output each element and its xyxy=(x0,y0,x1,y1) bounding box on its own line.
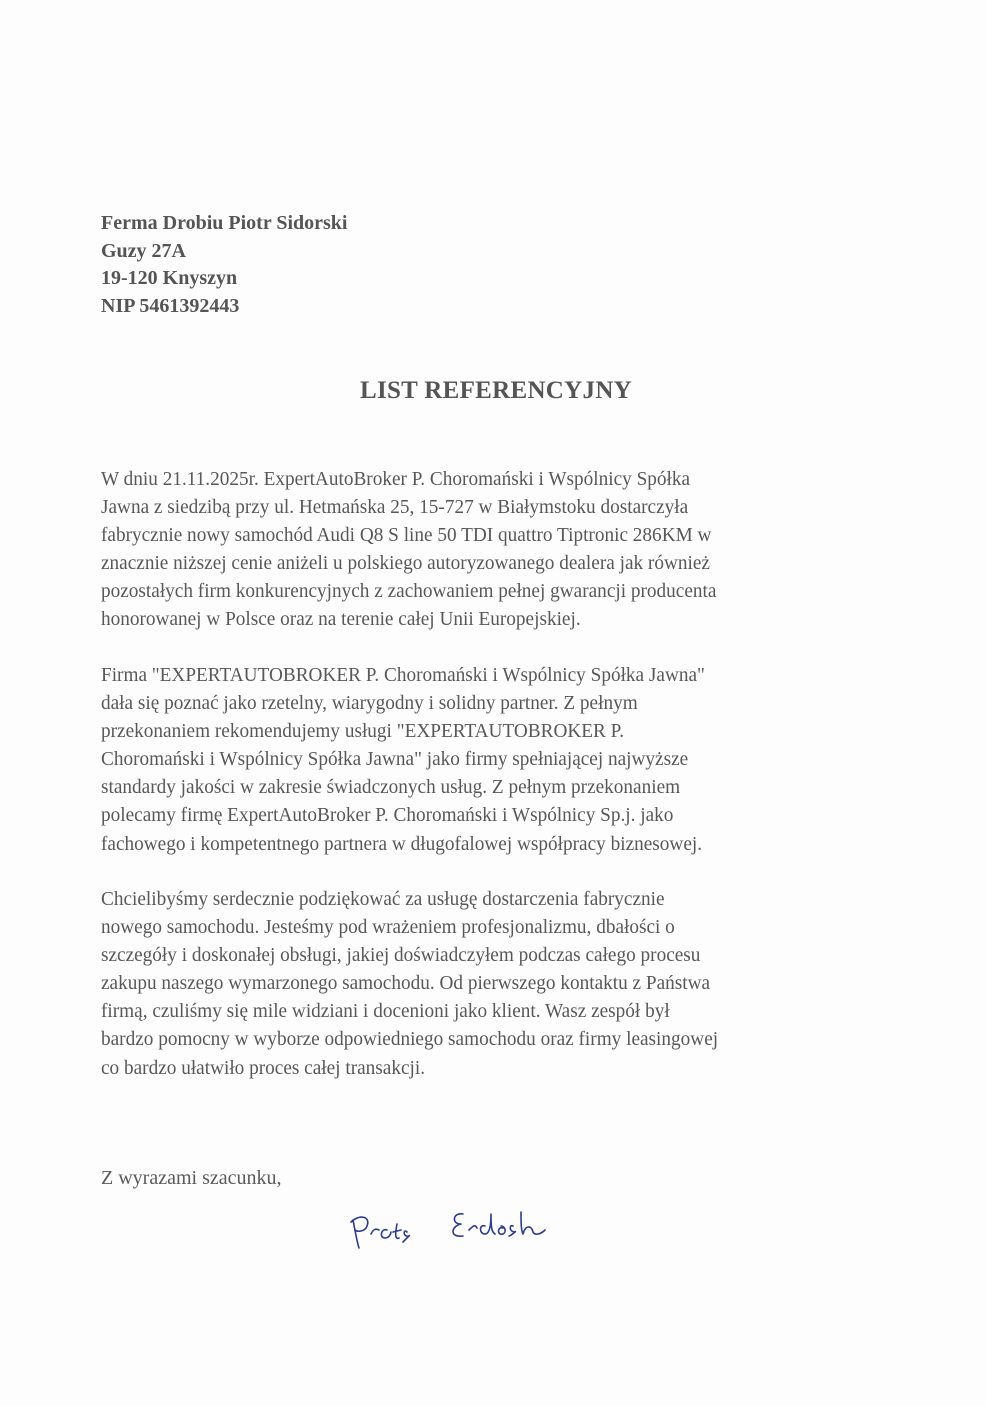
paragraph-line: W dniu 21.11.2025r. ExpertAutoBroker P. Choromański i Wspólnicy Spółka xyxy=(101,469,691,490)
paragraph-line: fachowego i kompetentnego partnera w długofalowej współpracy biznesowej. xyxy=(101,833,703,855)
paragraph-line: bardzo pomocny w wyborze odpowiedniego samochodu oraz firmy leasingowej xyxy=(101,1029,719,1051)
paragraph-line: zakupu naszego wymarzonego samochodu. Od pierwszego kontaktu z Państwa xyxy=(101,973,711,995)
closing-salutation: Z wyrazami szacunku, xyxy=(101,1167,282,1189)
sender-company-name: Ferma Drobiu Piotr Sidorski xyxy=(101,212,348,234)
paragraph-line: dała się poznać jako rzetelny, wiarygodny i solidny partner. Z pełnym xyxy=(101,693,638,715)
sender-nip: NIP 5461392443 xyxy=(101,294,240,317)
document-title: LIST REFERENCYJNY xyxy=(359,377,633,404)
paragraph-line: Choromański i Wspólnicy Spółka Jawna" jako firmy spełniającej najwyższe xyxy=(101,749,689,771)
paragraph-line: polecamy firmę ExpertAutoBroker P. Choromański i Wspólnicy Sp.j. jako xyxy=(101,805,674,827)
paragraph-recommendation xyxy=(101,662,901,859)
paragraph-line: Firma "EXPERTAUTOBROKER P. Choromański i Wspólnicy Spółka Jawna" xyxy=(101,665,705,686)
paragraph-line: pozostałych firm konkurencyjnych z zachowaniem pełnej gwarancji producenta xyxy=(101,581,717,603)
paragraph-delivery xyxy=(101,466,901,635)
paragraph-line: Chcielibyśmy serdecznie podziękować za usługę dostarczenia fabrycznie xyxy=(101,889,665,910)
handwritten-signature-icon xyxy=(345,1190,565,1260)
paragraph-line: szczegóły i doskonałej obsługi, jakiej doświadczyłem podczas całego procesu xyxy=(101,945,701,967)
sender-address-block xyxy=(101,210,347,320)
paragraph-line: fabrycznie nowy samochód Audi Q8 S line 50 TDI quattro Tiptronic 286KM w xyxy=(101,525,712,547)
paragraph-line: firmą, czuliśmy się mile widziani i docenioni jako klient. Wasz zespół był xyxy=(101,1001,670,1023)
paragraph-line: znacznie niższej cenie aniżeli u polskiego autoryzowanego dealera jak również xyxy=(101,553,710,575)
paragraph-line: przekonaniem rekomendujemy usługi "EXPERTAUTOBROKER P. xyxy=(101,721,625,743)
paragraph-line: co bardzo ułatwiło proces całej transakcji. xyxy=(101,1057,426,1079)
paragraph-line: nowego samochodu. Jesteśmy pod wrażeniem profesjonalizmu, dbałości o xyxy=(101,917,675,939)
sender-street: Guzy 27A xyxy=(101,239,186,262)
sender-postal-city: 19-120 Knyszyn xyxy=(101,267,238,289)
paragraph-line: honorowanej w Polsce oraz na terenie całej Unii Europejskiej. xyxy=(101,609,581,631)
paragraph-line: standardy jakości w zakresie świadczonych usług. Z pełnym przekonaniem xyxy=(101,777,681,799)
paragraph-line: Jawna z siedzibą przy ul. Hetmańska 25, 15-727 w Białymstoku dostarczyła xyxy=(101,497,689,519)
paragraph-thanks xyxy=(101,886,901,1083)
